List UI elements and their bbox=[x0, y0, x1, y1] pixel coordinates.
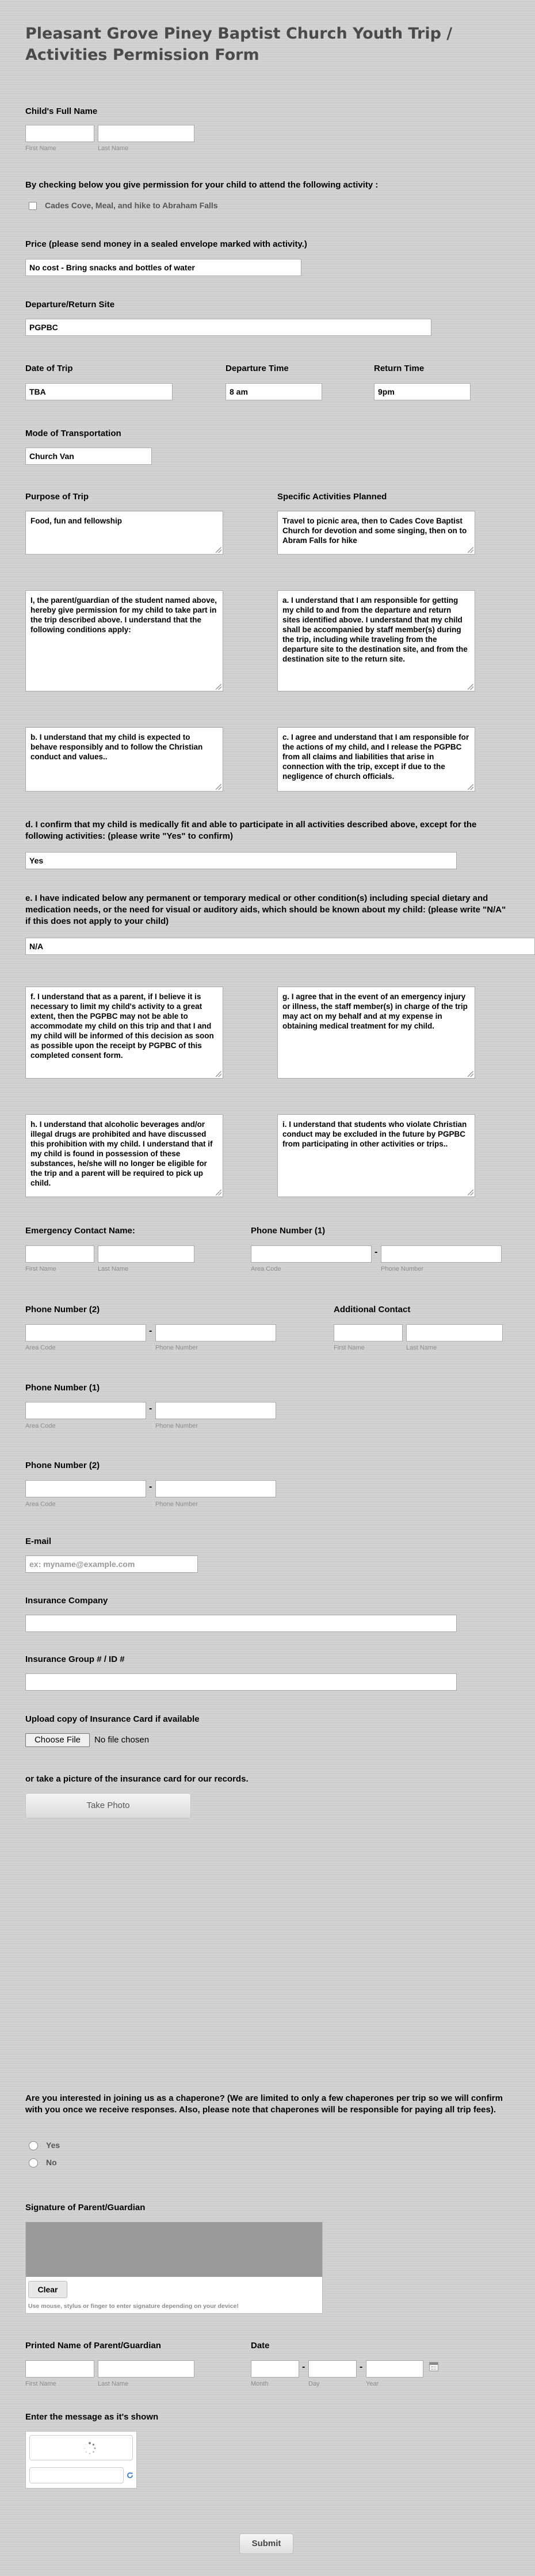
condition-i-textarea[interactable] bbox=[277, 1114, 475, 1197]
child-last-sublabel: Last Name bbox=[98, 145, 129, 152]
specific-activities-label: Specific Activities Planned bbox=[277, 492, 387, 502]
phone-number-sublabel: Phone Number bbox=[155, 1344, 198, 1351]
date-separator: - bbox=[360, 2362, 363, 2372]
condition-a-textarea[interactable] bbox=[277, 590, 475, 691]
area-code-sublabel: Area Code bbox=[251, 1266, 281, 1272]
condition-h-textarea[interactable] bbox=[25, 1114, 223, 1197]
activity-option-label: Cades Cove, Meal, and hike to Abraham Falls bbox=[45, 201, 218, 210]
additional-phone2-number-input[interactable] bbox=[155, 1480, 276, 1497]
emergency-phone1-label: Phone Number (1) bbox=[251, 1226, 326, 1236]
date-month-sublabel: Month bbox=[251, 2380, 269, 2387]
condition-intro-text: I, the parent/guardian of the student named above, hereby give permission for my child to take part in the trip described above. I understand that the following conditions apply: bbox=[30, 596, 217, 634]
resize-grip-icon[interactable] bbox=[468, 1071, 473, 1077]
signature-label: Signature of Parent/Guardian bbox=[25, 2203, 146, 2212]
email-label: E-mail bbox=[25, 1537, 52, 1546]
additional-first-name-input[interactable] bbox=[334, 1324, 403, 1341]
additional-contact-label: Additional Contact bbox=[334, 1305, 411, 1314]
condition-c-text: c. I agree and understand that I am responsible for the actions of my child, and I release the PGPBC from all claims and liabilities that arise in connection with the trip, except if due to the negligence of church officials. bbox=[282, 733, 469, 781]
refresh-icon[interactable] bbox=[126, 2471, 134, 2479]
date-year-sublabel: Year bbox=[366, 2380, 379, 2387]
insurance-company-label: Insurance Company bbox=[25, 1596, 108, 1606]
specific-activities-textarea[interactable] bbox=[277, 511, 475, 555]
date-day-sublabel: Day bbox=[308, 2380, 320, 2387]
chaperone-no-label: No bbox=[46, 2158, 57, 2167]
submit-button[interactable]: Submit bbox=[239, 2533, 293, 2554]
insurance-group-label: Insurance Group # / ID # bbox=[25, 1654, 125, 1664]
additional-first-sublabel: First Name bbox=[334, 1344, 365, 1351]
phone-number-sublabel: Phone Number bbox=[155, 1501, 198, 1508]
condition-f-text: f. I understand that as a parent, if I believe it is necessary to limit my child's activity to a great extent, then the PGPBC may not be able to accommodate my child on this trip and that I and my child will be informed of this decision as soon as possible upon the receipt by PGPBC of this completed consent form. bbox=[30, 992, 214, 1060]
child-last-name-input[interactable] bbox=[98, 125, 194, 142]
resize-grip-icon[interactable] bbox=[468, 1190, 473, 1195]
emergency-last-name-input[interactable] bbox=[98, 1245, 194, 1263]
upload-label: Upload copy of Insurance Card if available bbox=[25, 1714, 200, 1724]
resize-grip-icon[interactable] bbox=[216, 784, 221, 790]
permission-label: By checking below you give permission for your child to attend the following activity : bbox=[25, 180, 379, 190]
additional-last-sublabel: Last Name bbox=[406, 1344, 437, 1351]
insurance-group-input[interactable] bbox=[25, 1673, 457, 1691]
condition-d-input[interactable]: Yes bbox=[25, 852, 457, 869]
date-label: Date bbox=[251, 2341, 270, 2350]
take-photo-label: or take a picture of the insurance card for our records. bbox=[25, 1774, 249, 1784]
price-label: Price (please send money in a sealed envelope marked with activity.) bbox=[25, 239, 307, 249]
printed-last-sublabel: Last Name bbox=[98, 2380, 129, 2387]
captcha-image bbox=[29, 2435, 133, 2460]
departure-time-label: Departure Time bbox=[226, 364, 289, 373]
emergency-contact-label: Emergency Contact Name: bbox=[25, 1226, 135, 1236]
phone-separator: - bbox=[149, 1482, 152, 1492]
date-month-input[interactable] bbox=[251, 2360, 299, 2378]
take-photo-button[interactable]: Take Photo bbox=[25, 1793, 191, 1818]
captcha-box bbox=[25, 2431, 137, 2489]
departure-time-input[interactable]: 8 am bbox=[226, 383, 322, 400]
condition-a-text: a. I understand that I am responsible for getting my child to and from the departure and return sites identified above. I understand that my child shall be accompanied by staff member(s) during the trip, including while traveling from the departure site to the destination site, and from the destination site to the return site. bbox=[282, 596, 468, 663]
resize-grip-icon[interactable] bbox=[468, 547, 473, 553]
site-label: Departure/Return Site bbox=[25, 300, 115, 309]
clear-signature-button[interactable]: Clear bbox=[28, 2281, 67, 2298]
condition-f-textarea[interactable] bbox=[25, 987, 223, 1079]
additional-phone2-label: Phone Number (2) bbox=[25, 1461, 100, 1470]
printed-first-name-input[interactable] bbox=[25, 2360, 94, 2378]
emergency-phone2-area-input[interactable] bbox=[25, 1324, 146, 1341]
condition-intro-textarea[interactable] bbox=[25, 590, 223, 691]
condition-d-label: d. I confirm that my child is medically fit and able to participate in all activities described above, except for the following activities: (please write "Yes" to confirm) bbox=[25, 820, 477, 841]
condition-h-text: h. I understand that alcoholic beverages and/or illegal drugs are prohibited and have discussed this prohibition with my child. I understand that if my child is found in possession of these substances, he/she will no longer be eligible for the trip and a parent will be required to pick up child. bbox=[30, 1120, 213, 1187]
child-first-name-input[interactable] bbox=[25, 125, 94, 142]
chaperone-yes-label: Yes bbox=[46, 2141, 60, 2150]
specific-activities-text: Travel to picnic area, then to Cades Cove Baptist Church for devotion and some singing, then on to Abram Falls for hike bbox=[282, 517, 467, 545]
emergency-first-name-input[interactable] bbox=[25, 1245, 94, 1263]
condition-g-textarea[interactable] bbox=[277, 987, 475, 1079]
phone-number-sublabel: Phone Number bbox=[381, 1266, 423, 1272]
loading-spinner-icon bbox=[30, 2436, 133, 2461]
condition-b-textarea[interactable] bbox=[25, 727, 223, 792]
area-code-sublabel: Area Code bbox=[25, 1501, 56, 1508]
condition-e-input[interactable]: N/A bbox=[25, 938, 535, 955]
email-input[interactable] bbox=[25, 1555, 198, 1573]
calendar-icon[interactable] bbox=[429, 2362, 438, 2371]
emergency-first-sublabel: First Name bbox=[25, 1266, 56, 1272]
date-year-input[interactable] bbox=[366, 2360, 423, 2378]
resize-grip-icon[interactable] bbox=[216, 547, 221, 553]
resize-grip-icon[interactable] bbox=[468, 784, 473, 790]
resize-grip-icon[interactable] bbox=[216, 684, 221, 690]
chaperone-no-radio[interactable] bbox=[29, 2158, 38, 2168]
activity-checkbox[interactable] bbox=[29, 202, 37, 210]
phone-number-sublabel: Phone Number bbox=[155, 1423, 198, 1430]
emergency-phone1-number-input[interactable] bbox=[381, 1245, 502, 1263]
resize-grip-icon[interactable] bbox=[216, 1190, 221, 1195]
transport-label: Mode of Transportation bbox=[25, 429, 121, 438]
condition-g-text: g. I agree that in the event of an emergency injury or illness, the staff member(s) in charge of the trip may act on my behalf and at my expense in obtaining medical treatment for my child. bbox=[282, 992, 468, 1030]
condition-i-text: i. I understand that students who violate Christian conduct may be excluded in the future by PGPBC from participating in other activities or trips.. bbox=[282, 1120, 467, 1148]
insurance-company-input[interactable] bbox=[25, 1615, 457, 1632]
area-code-sublabel: Area Code bbox=[25, 1344, 56, 1351]
date-day-input[interactable] bbox=[308, 2360, 357, 2378]
emergency-phone2-number-input[interactable] bbox=[155, 1324, 276, 1341]
additional-phone1-number-input[interactable] bbox=[155, 1402, 276, 1419]
signature-hint: Use mouse, stylus or finger to enter signature depending on your device! bbox=[28, 2303, 239, 2310]
additional-phone1-area-input[interactable] bbox=[25, 1402, 146, 1419]
condition-c-textarea[interactable] bbox=[277, 727, 475, 792]
transport-input[interactable]: Church Van bbox=[25, 448, 152, 465]
email-placeholder: ex: myname@example.com bbox=[29, 1560, 135, 1569]
signature-pad[interactable] bbox=[26, 2222, 322, 2277]
return-time-input[interactable]: 9pm bbox=[374, 383, 471, 400]
captcha-label: Enter the message as it's shown bbox=[25, 2412, 159, 2422]
date-trip-label: Date of Trip bbox=[25, 364, 73, 373]
file-status-text: No file chosen bbox=[94, 1735, 150, 1745]
site-input[interactable]: PGPBC bbox=[25, 319, 431, 336]
printed-last-name-input[interactable] bbox=[98, 2360, 194, 2378]
additional-phone2-area-input[interactable] bbox=[25, 1480, 146, 1497]
price-input[interactable]: No cost - Bring snacks and bottles of water bbox=[25, 259, 301, 276]
purpose-label: Purpose of Trip bbox=[25, 492, 89, 502]
purpose-textarea[interactable] bbox=[25, 511, 223, 555]
signature-pad-frame bbox=[25, 2222, 323, 2314]
resize-grip-icon[interactable] bbox=[216, 1071, 221, 1077]
emergency-phone2-label: Phone Number (2) bbox=[25, 1305, 100, 1314]
purpose-text: Food, fun and fellowship bbox=[30, 517, 122, 525]
area-code-sublabel: Area Code bbox=[25, 1423, 56, 1430]
captcha-input[interactable] bbox=[29, 2467, 124, 2483]
choose-file-button[interactable]: Choose File bbox=[25, 1733, 90, 1747]
chaperone-yes-radio[interactable] bbox=[29, 2141, 38, 2150]
chaperone-label: Are you interested in joining us as a chaperone? (We are limited to only a few chaperones per trip so we will confirm with you once we receive responses. Also, please note that chaperones will be responsible for paying all trip fees). bbox=[25, 2093, 503, 2115]
condition-e-label: e. I have indicated below any permanent or temporary medical or other condition(s) including special dietary and medication needs, or the need for visual or auditory aids, which should be known about my child: (please write "N/A" if this does not apply to your child) bbox=[25, 893, 506, 926]
page-title: Pleasant Grove Piney Baptist Church Youth Trip / Activities Permission Form bbox=[25, 25, 453, 64]
child-name-label: Child's Full Name bbox=[25, 106, 98, 116]
printed-name-label: Printed Name of Parent/Guardian bbox=[25, 2341, 161, 2350]
child-first-sublabel: First Name bbox=[25, 145, 56, 152]
return-time-label: Return Time bbox=[374, 364, 425, 373]
emergency-phone1-area-input[interactable] bbox=[251, 1245, 372, 1263]
resize-grip-icon[interactable] bbox=[468, 684, 473, 690]
phone-separator: - bbox=[375, 1247, 378, 1257]
date-separator: - bbox=[302, 2362, 305, 2372]
additional-phone1-label: Phone Number (1) bbox=[25, 1383, 100, 1393]
printed-first-sublabel: First Name bbox=[25, 2380, 56, 2387]
additional-last-name-input[interactable] bbox=[406, 1324, 503, 1341]
phone-separator: - bbox=[149, 1326, 152, 1336]
emergency-last-sublabel: Last Name bbox=[98, 1266, 129, 1272]
condition-b-text: b. I understand that my child is expected to behave responsibly and to follow the Christian conduct and values.. bbox=[30, 733, 203, 761]
date-trip-input[interactable]: TBA bbox=[25, 383, 173, 400]
phone-separator: - bbox=[149, 1404, 152, 1413]
